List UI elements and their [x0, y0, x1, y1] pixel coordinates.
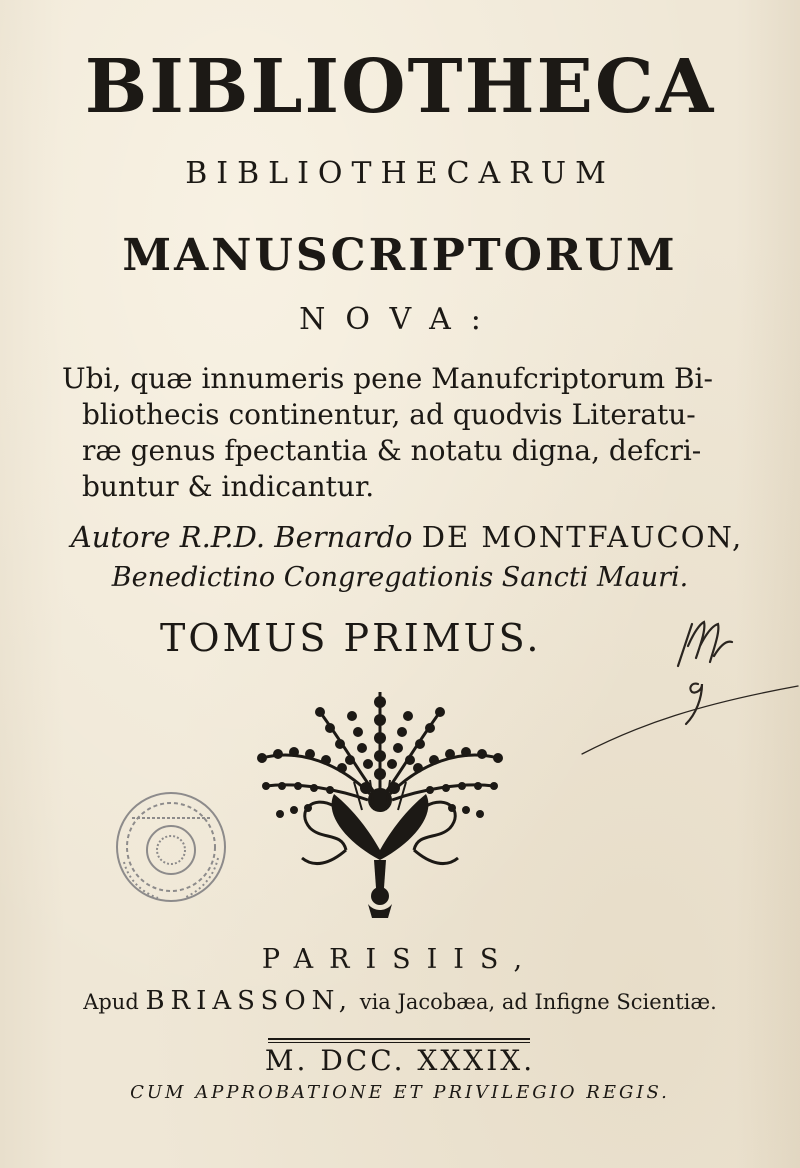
divider-rule	[268, 1038, 530, 1040]
publisher-name: BRIASSON,	[145, 986, 354, 1016]
description-line: ræ genus fpectantia & notatu digna, defcri-	[82, 434, 702, 467]
imprint-publisher	[0, 986, 800, 1016]
description-line: Ubi, quæ innumeris pene Manufcriptorum Bi-	[62, 362, 713, 395]
title-manuscriptorum: MANUSCRIPTORUM	[122, 230, 678, 281]
imprint-year: M. DCC. XXXIX.	[264, 1044, 536, 1077]
publisher-prefix: Apud	[83, 990, 139, 1014]
description-line: buntur & indicantur.	[82, 470, 375, 503]
author-name: DE MONTFAUCON,	[421, 520, 744, 554]
divider-rule	[268, 1042, 530, 1043]
floral-ornament-icon	[250, 682, 510, 924]
publisher-suffix: via Jacobæa, ad Infigne Scientiæ.	[359, 990, 717, 1014]
title-nova: NOVA:	[299, 302, 501, 337]
privilege-line: CUM APPROBATIONE ET PRIVILEGIO REGIS.	[130, 1082, 670, 1103]
handwritten-shelfmark	[560, 606, 800, 766]
title-subtitle: BIBLIOTHECARUM	[185, 156, 615, 191]
volume-label: TOMUS PRIMUS.	[160, 616, 542, 660]
description-line: bliothecis continentur, ad quodvis Literatu-	[82, 398, 696, 431]
author-prefix: Autore R.P.D. Bernardo	[70, 520, 413, 554]
library-stamp-icon	[112, 788, 230, 906]
imprint-place: PARISIIS,	[261, 944, 539, 975]
title-main: BIBLIOTHECA	[84, 44, 716, 130]
author-affiliation: Benedictino Congregationis Sancti Mauri.	[111, 562, 689, 593]
author-line	[62, 520, 752, 554]
